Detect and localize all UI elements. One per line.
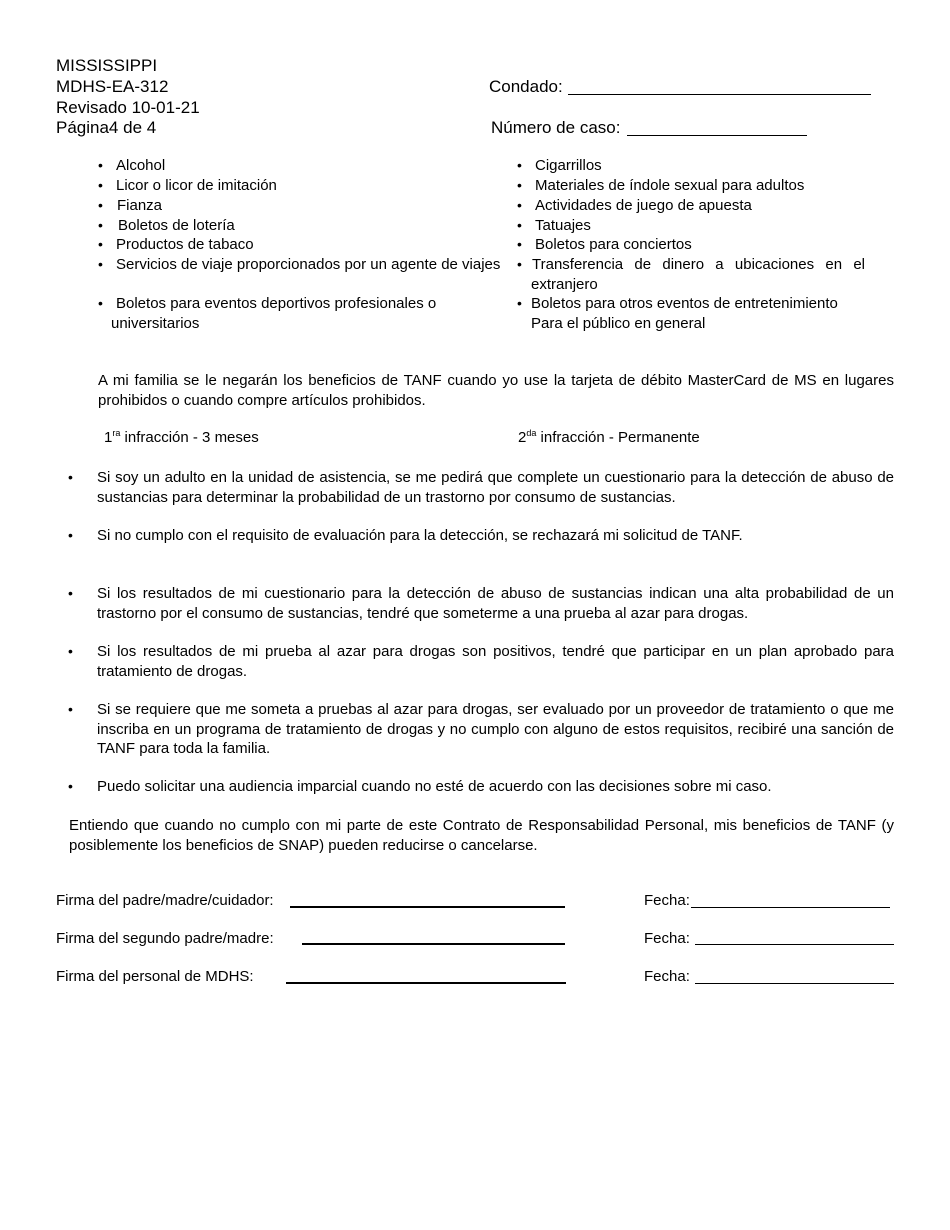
closing-paragraph: Entiendo que cuando no cumplo con mi parte de este Contrato de Responsabilidad Personal, mis beneficios de TANF (y posiblemente los beneficios de SNAP) pueden reducirse o cancelarse.	[69, 817, 894, 854]
list-item: Boletos para conciertos	[535, 236, 692, 253]
list-item: Si soy un adulto en la unidad de asistencia, se me pedirá que complete un cuestionario para la detección de abuso de sustancias para determinar la probabilidad de un trastorno por consumo de sustancias.	[97, 469, 894, 506]
bullet-icon: •	[98, 295, 103, 311]
list-item-continuation: Para el público en general	[531, 315, 706, 332]
page-number: Página4 de 4	[56, 118, 157, 137]
list-item: Fianza	[117, 197, 163, 214]
bullet-icon: •	[517, 295, 522, 311]
second-parent-signature-field[interactable]	[302, 943, 565, 945]
bullet-icon: •	[68, 585, 73, 601]
first-infraction	[104, 428, 259, 448]
revised-date: Revisado 10-01-21	[56, 98, 200, 117]
list-item: Tatuajes	[535, 217, 591, 234]
list-item: Si los resultados de mi cuestionario para la detección de abuso de sustancias indican una alta probabilidad de un trastorno por el consumo de sustancias, tendré que someterme a una prueba al azar para drogas.	[97, 585, 894, 622]
date-label: Fecha:	[644, 968, 690, 985]
bullet-icon: •	[517, 217, 522, 233]
bullet-icon: •	[517, 236, 522, 252]
list-item: Boletos para eventos deportivos profesionales o	[116, 295, 437, 312]
list-item: Boletos para otros eventos de entretenimiento	[531, 295, 838, 312]
state-name: MISSISSIPPI	[56, 56, 158, 75]
bullet-icon: •	[68, 643, 73, 659]
bullet-icon: •	[517, 197, 522, 213]
date-field[interactable]	[695, 983, 894, 984]
second-infraction-text: infracción - Permanente	[536, 429, 700, 446]
list-item: Servicios de viaje proporcionados por un agente de viajes	[116, 256, 501, 273]
list-item: Puedo solicitar una audiencia imparcial cuando no esté de acuerdo con las decisiones sobre mi caso.	[97, 778, 772, 795]
signature-label: Firma del personal de MDHS:	[56, 968, 254, 985]
second-infraction-suffix: da	[526, 428, 537, 438]
signature-label: Firma del segundo padre/madre:	[56, 930, 274, 947]
county-field[interactable]	[568, 94, 871, 95]
bullet-icon: •	[98, 217, 103, 233]
bullet-icon: •	[98, 157, 103, 173]
bullet-icon: •	[68, 701, 73, 717]
date-label: Fecha:	[644, 892, 690, 909]
list-item: Productos de tabaco	[116, 236, 254, 253]
bullet-icon: •	[517, 256, 522, 272]
parent-signature-field[interactable]	[290, 906, 565, 908]
list-item-continuation: extranjero	[531, 276, 598, 293]
first-infraction-text: infracción - 3 meses	[120, 429, 259, 446]
date-label: Fecha:	[644, 930, 690, 947]
signature-label: Firma del padre/madre/cuidador:	[56, 892, 274, 909]
second-infraction	[518, 428, 700, 448]
second-infraction-number: 2	[518, 429, 527, 446]
denial-paragraph: A mi familia se le negarán los beneficios de TANF cuando yo use la tarjeta de débito MasterCard de MS en lugares prohibidos o cuando compre artículos prohibidos.	[98, 372, 894, 409]
list-item: Actividades de juego de apuesta	[535, 197, 752, 214]
bullet-icon: •	[98, 177, 103, 193]
bullet-icon: •	[68, 778, 73, 794]
bullet-icon: •	[517, 177, 522, 193]
staff-signature-field[interactable]	[286, 982, 566, 984]
form-id: MDHS-EA-312	[56, 77, 169, 96]
list-item: Boletos de lotería	[118, 217, 235, 234]
bullet-icon: •	[98, 256, 103, 272]
list-item: Si los resultados de mi prueba al azar para drogas son positivos, tendré que participar en un plan aprobado para tratamiento de drogas.	[97, 643, 894, 680]
bullet-icon: •	[68, 469, 73, 485]
county-label: Condado:	[489, 77, 563, 96]
list-item: Alcohol	[116, 157, 166, 174]
list-item: Si se requiere que me someta a pruebas al azar para drogas, ser evaluado por un proveedor de tratamiento o que me inscriba en un programa de tratamiento de drogas y no cumplo con alguno de estos requisitos, recibiré una sanción de TANF para toda la familia.	[97, 701, 894, 757]
list-item: Materiales de índole sexual para adultos	[535, 177, 805, 194]
list-item: Transferencia de dinero a ubicaciones en el	[532, 256, 865, 273]
case-number-field[interactable]	[627, 135, 807, 136]
date-field[interactable]	[691, 907, 890, 908]
list-item: Licor o licor de imitación	[116, 177, 277, 194]
case-number-label: Número de caso:	[491, 118, 621, 137]
first-infraction-number: 1	[104, 429, 113, 446]
list-item: Si no cumplo con el requisito de evaluación para la detección, se rechazará mi solicitud de TANF.	[97, 527, 743, 544]
date-field[interactable]	[695, 944, 894, 945]
first-infraction-suffix: ra	[112, 428, 121, 438]
bullet-icon: •	[98, 236, 103, 252]
bullet-icon: •	[517, 157, 522, 173]
list-item-continuation: universitarios	[111, 315, 200, 332]
bullet-icon: •	[68, 527, 73, 543]
list-item: Cigarrillos	[535, 157, 602, 174]
bullet-icon: •	[98, 197, 103, 213]
